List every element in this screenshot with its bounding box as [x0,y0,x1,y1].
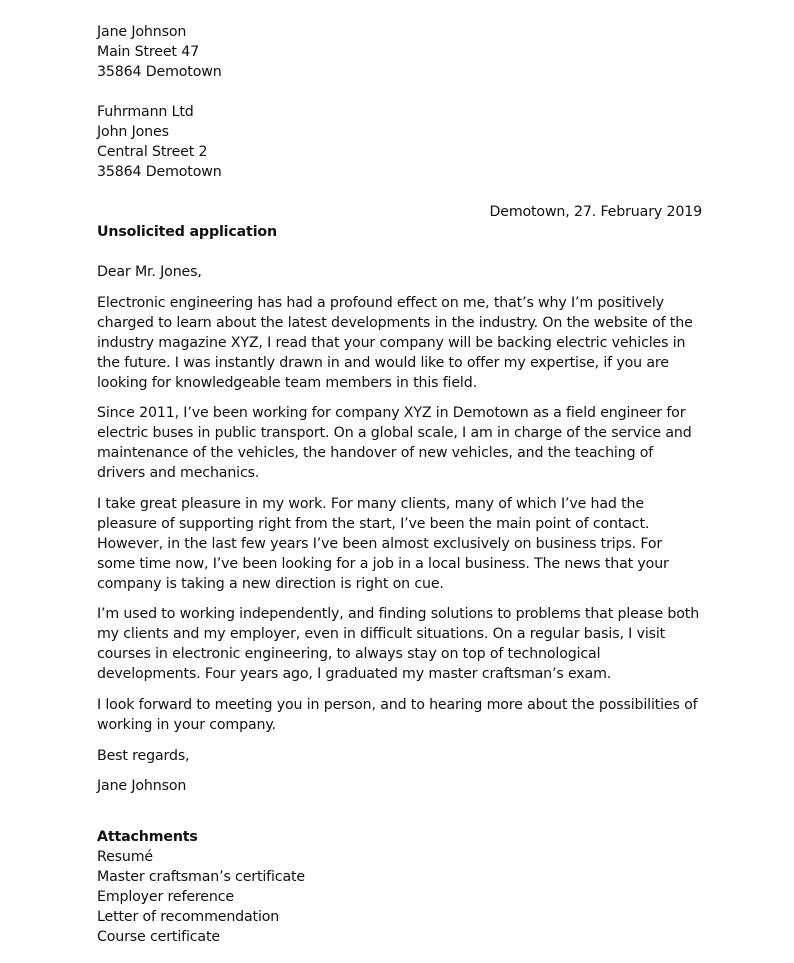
sender-name: Jane Johnson [97,24,187,40]
letter-date: Demotown, 27. February 2019 [489,204,702,220]
sender-address [97,22,222,82]
body-paragraph: I’m used to working independently, and finding solutions to problems that please both my clients and my employer, even in difficult situations. On a regular basis, I visit courses in electronic engineering, to always stay on top of technological developments. Four years ago, I graduated my master craftsman’s exam. [97,606,700,682]
sender-city: 35864 Demotown [97,64,222,80]
recipient-street: Central Street 2 [97,144,208,160]
body-paragraph: I look forward to meeting you in person, and to hearing more about the possibilities of working in your company. [97,697,698,733]
body-paragraph: Electronic engineering has had a profound effect on me, that’s why I’m positively charged to learn about the latest developments in the industry. On the website of the industry magazine XYZ, I read that your company will be backing electric vehicles in the future. I was instantly drawn in and would like to offer my expertise, if you are looking for knowledgeable team members in this field. [97,295,693,391]
attachment-item: Course certificate [97,929,220,945]
recipient-company: Fuhrmann Ltd [97,104,194,120]
attachment-item: Letter of recommendation [97,909,280,925]
attachments-heading: Attachments [97,829,198,845]
attachment-item: Employer reference [97,889,234,905]
body-paragraph: I take great pleasure in my work. For many clients, many of which I’ve had the pleasure of supporting right from the start, I’ve been the main point of contact. However, in the last few years I’ve been almost exclusively on business trips. For some time now, I’ve been looking for a job in a local business. The news that your company is taking a new direction is right on cue. [97,496,669,592]
closing: Best regards, [97,748,190,764]
signature: Jane Johnson [97,778,187,794]
attachments-section [97,827,305,947]
salutation: Dear Mr. Jones, [97,264,202,280]
sender-street: Main Street 47 [97,44,199,60]
attachment-item: Resumé [97,849,153,865]
letter-subject: Unsolicited application [97,224,277,240]
body-paragraph: Since 2011, I’ve been working for company XYZ in Demotown as a field engineer for electric buses in public transport. On a global scale, I am in charge of the service and maintenance of the vehicles, the handover of new vehicles, and the teaching of drivers and mechanics. [97,405,692,481]
recipient-address [97,102,222,182]
attachment-item: Master craftsman’s certificate [97,869,305,885]
recipient-city: 35864 Demotown [97,164,222,180]
recipient-contact: John Jones [97,124,169,140]
